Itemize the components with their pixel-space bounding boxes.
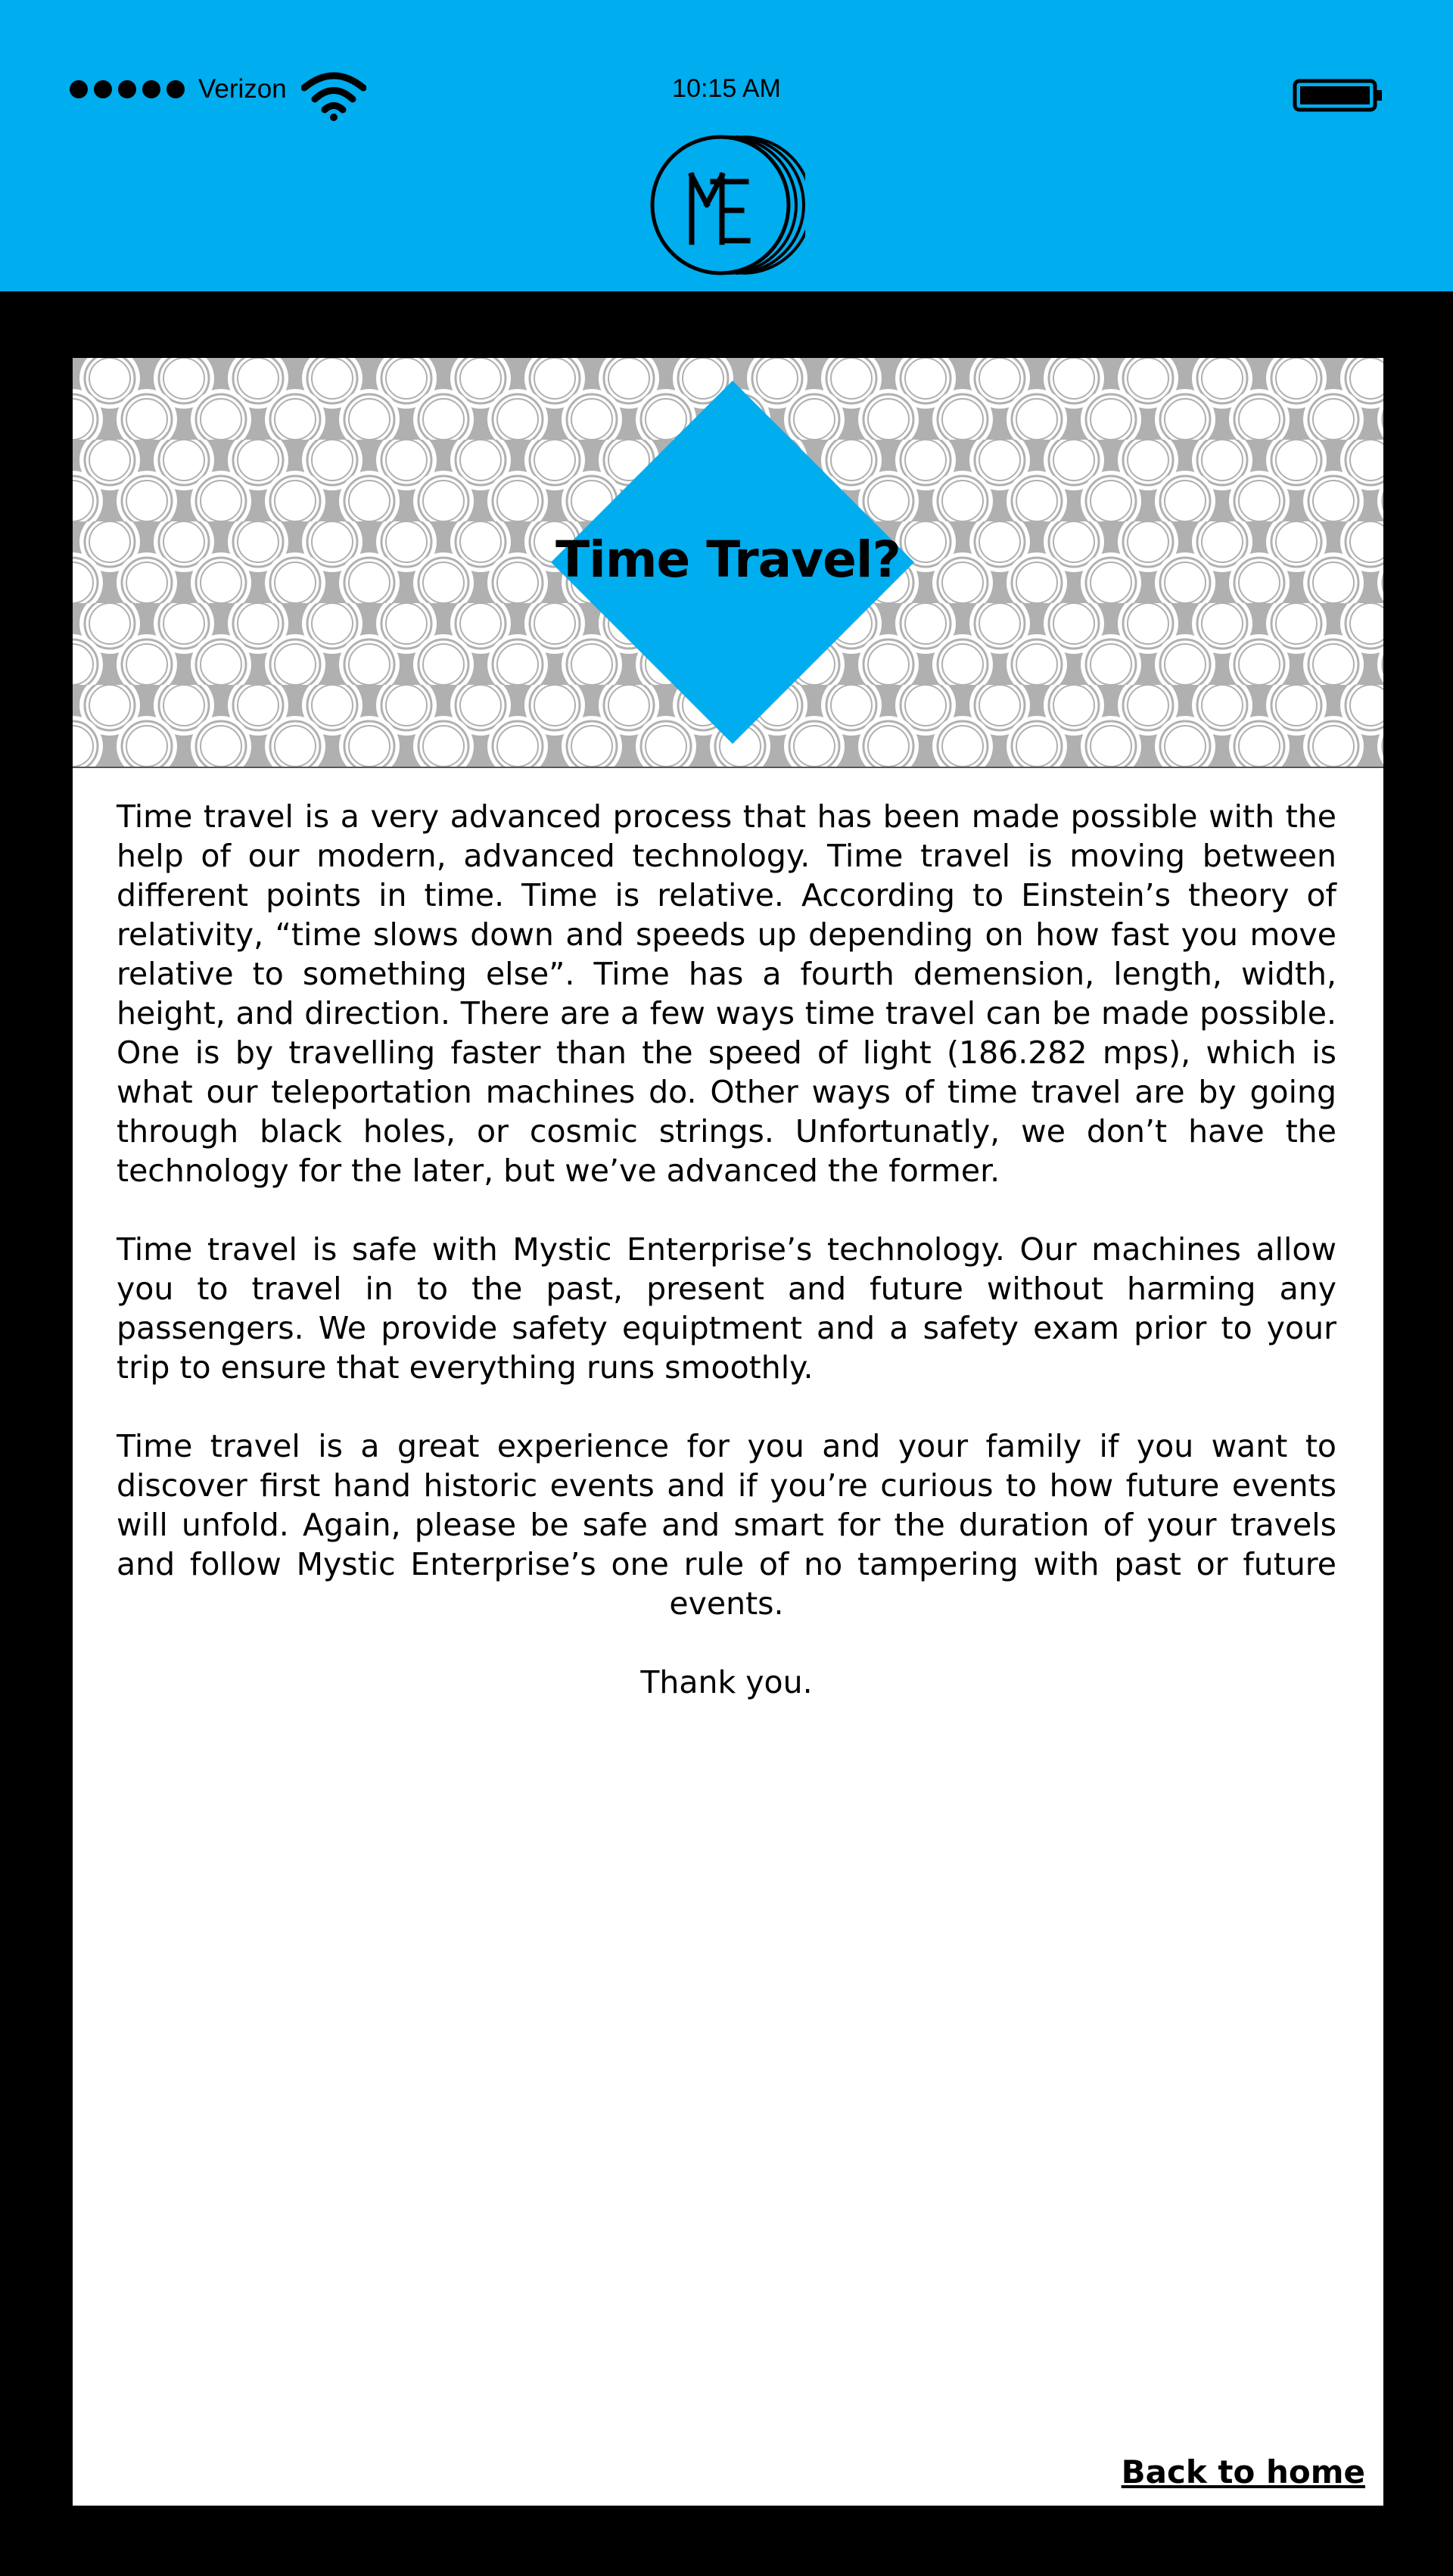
page-title: Time Travel?: [555, 530, 901, 589]
status-header: [0, 0, 1453, 291]
article-paragraph: Time travel is a great experience for you and your family if you want to discover first hand historic events and if you’re curious to how future events will unfold. Again, please be safe and smart for the duration of your travels and follow Mystic Enterprise’s one rule of no tampering with past or future events.: [117, 1428, 1336, 1622]
article-paragraph: Time travel is a very advanced process that has been made possible with the help of our modern, advanced technology. Time travel is moving between different points in time. Time is relative. According to Einstein’s theory of relativity, “time slows down and speeds up depending on how fast you move relative to something else”. Time has a fourth demension, length, width, height, and direction. There are a few ways time travel can be made possible. One is by travelling faster than the speed of light (186.282 mps), which is what our teleportation machines do. Other ways of time travel are by going through black holes, or cosmic strings. Unfortunatly, we don’t have the technology for the later, but we’ve advanced the former.: [117, 798, 1336, 1189]
battery-icon: [1293, 79, 1383, 112]
article-paragraph: Time travel is safe with Mystic Enterprise’s technology. Our machines allow you to travel in to the past, present and future without harming any passengers. We provide safety equiptment and a safety exam prior to your trip to ensure that everything runs smoothly.: [117, 1231, 1336, 1386]
back-to-home-link[interactable]: Back to home: [1121, 2453, 1365, 2490]
closing-text: Thank you.: [640, 1664, 813, 1700]
status-time: 10:15 AM: [672, 74, 781, 103]
mystic-enterprise-logo-icon[interactable]: [648, 129, 805, 282]
carrier-label: Verizon: [198, 74, 287, 104]
hero-banner: [73, 358, 1383, 768]
content-card: [73, 358, 1383, 2506]
article-body: [117, 797, 1336, 1741]
